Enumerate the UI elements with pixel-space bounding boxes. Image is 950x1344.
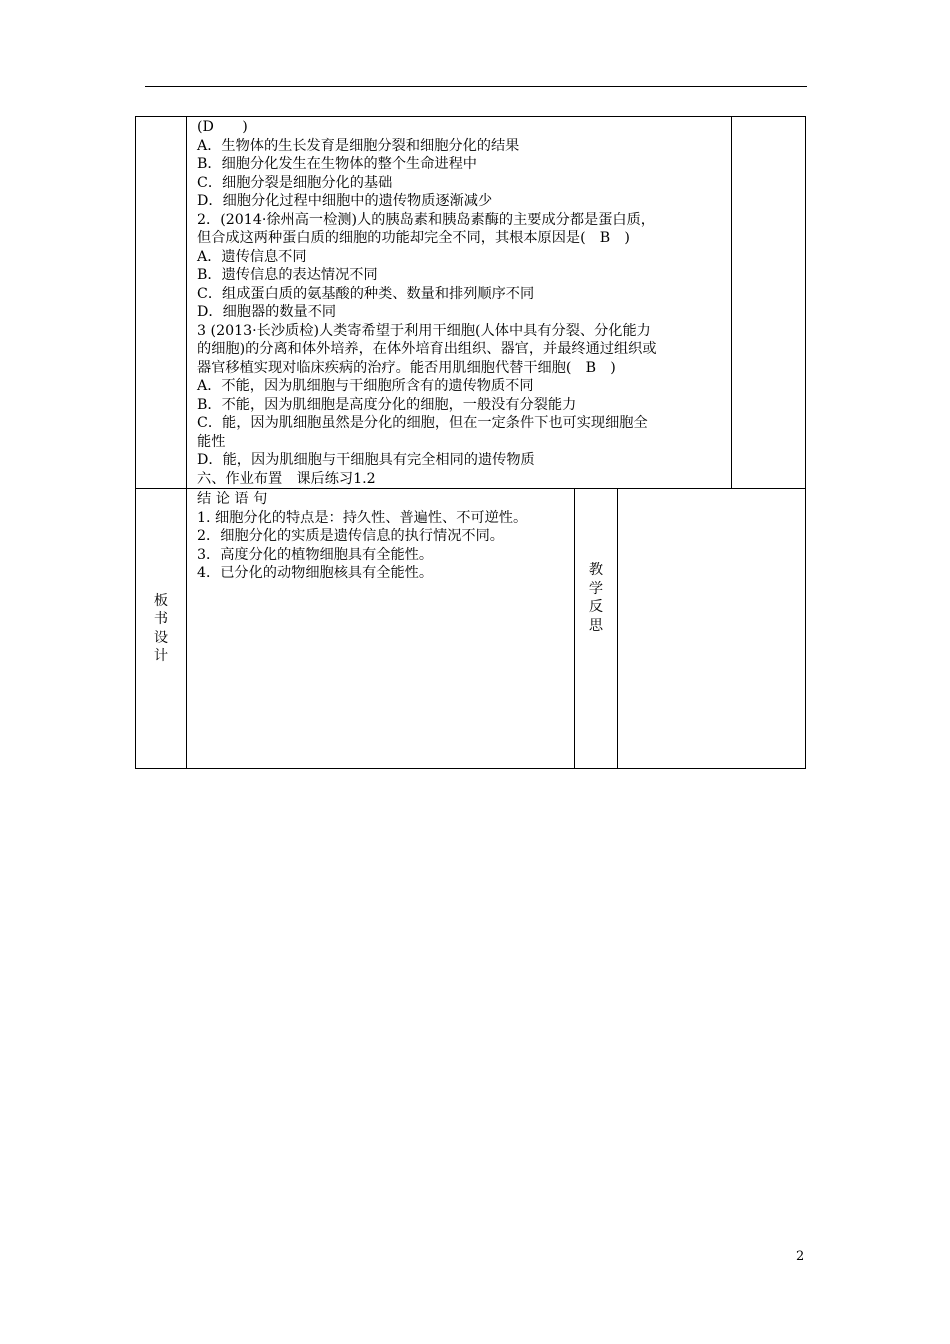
exercise-line: 3 (2013·长沙质检)人类寄希望于利用干细胞(人体中具有分裂、分化能力 <box>197 322 651 339</box>
exercise-line: 能性 <box>197 433 226 450</box>
exercise-line: 但合成这两种蛋白质的细胞的功能却完全不同，其根本原因是( B ) <box>197 230 630 246</box>
exercise-line: C．能，因为肌细胞虽然是分化的细胞，但在一定条件下也可实现细胞全 <box>197 415 648 431</box>
board-line: 3．高度分化的植物细胞具有全能性。 <box>197 546 434 563</box>
exercise-line: B．遗传信息的表达情况不同 <box>197 267 378 283</box>
exercise-right-cell <box>732 117 806 489</box>
board-design-label: 板书设计 <box>153 592 169 664</box>
exercise-line: D．细胞器的数量不同 <box>197 304 337 320</box>
exercise-line: 器官移植实现对临床疾病的治疗。能否用肌细胞代替干细胞( B ) <box>197 359 616 376</box>
reflection-label: 教学反思 <box>588 562 604 634</box>
board-row <box>136 489 806 769</box>
exercise-line: D．能，因为肌细胞与干细胞具有完全相同的遗传物质 <box>197 452 535 468</box>
page-number: 2 <box>796 1249 805 1264</box>
exercise-line: D．细胞分化过程中细胞中的遗传物质逐渐减少 <box>197 193 493 209</box>
exercise-line: C．细胞分裂是细胞分化的基础 <box>197 174 393 191</box>
exercise-content-cell <box>187 117 732 489</box>
exercise-left-cell <box>136 117 187 489</box>
board-lines <box>187 489 574 583</box>
board-line: 结 论 语 句 <box>197 491 268 507</box>
exercise-lines <box>187 117 731 488</box>
exercise-line: B．细胞分化发生在生物体的整个生命进程中 <box>197 156 477 172</box>
board-content-cell <box>187 489 575 769</box>
exercise-line: B．不能，因为肌细胞是高度分化的细胞，一般没有分裂能力 <box>197 396 577 413</box>
exercise-line: 六、作业布置 课后练习1.2 <box>197 470 376 487</box>
exercise-line: (D ) <box>197 119 248 135</box>
board-line: 2．细胞分化的实质是遗传信息的执行情况不同。 <box>197 528 504 544</box>
reflection-label-cell <box>575 489 618 769</box>
exercise-line: 2．(2014·徐州高一检测)人的胰岛素和胰岛素酶的主要成分都是蛋白质， <box>197 211 655 228</box>
reflection-content-cell <box>618 489 806 769</box>
lesson-table <box>135 116 806 769</box>
board-design-label-cell <box>136 489 187 769</box>
board-line: 4．已分化的动物细胞核具有全能性。 <box>197 565 434 581</box>
board-line: 1. 细胞分化的特点是：持久性、普遍性、不可逆性。 <box>197 509 528 526</box>
exercise-row <box>136 117 806 489</box>
header-rule <box>145 86 807 87</box>
exercise-line: A．生物体的生长发育是细胞分裂和细胞分化的结果 <box>197 137 520 154</box>
exercise-line: A．遗传信息不同 <box>197 248 307 265</box>
exercise-line: C．组成蛋白质的氨基酸的种类、数量和排列顺序不同 <box>197 285 535 302</box>
exercise-line: 的细胞)的分离和体外培养，在体外培育出组织、器官，并最终通过组织或 <box>197 341 657 357</box>
exercise-line: A．不能，因为肌细胞与干细胞所含有的遗传物质不同 <box>197 378 534 394</box>
